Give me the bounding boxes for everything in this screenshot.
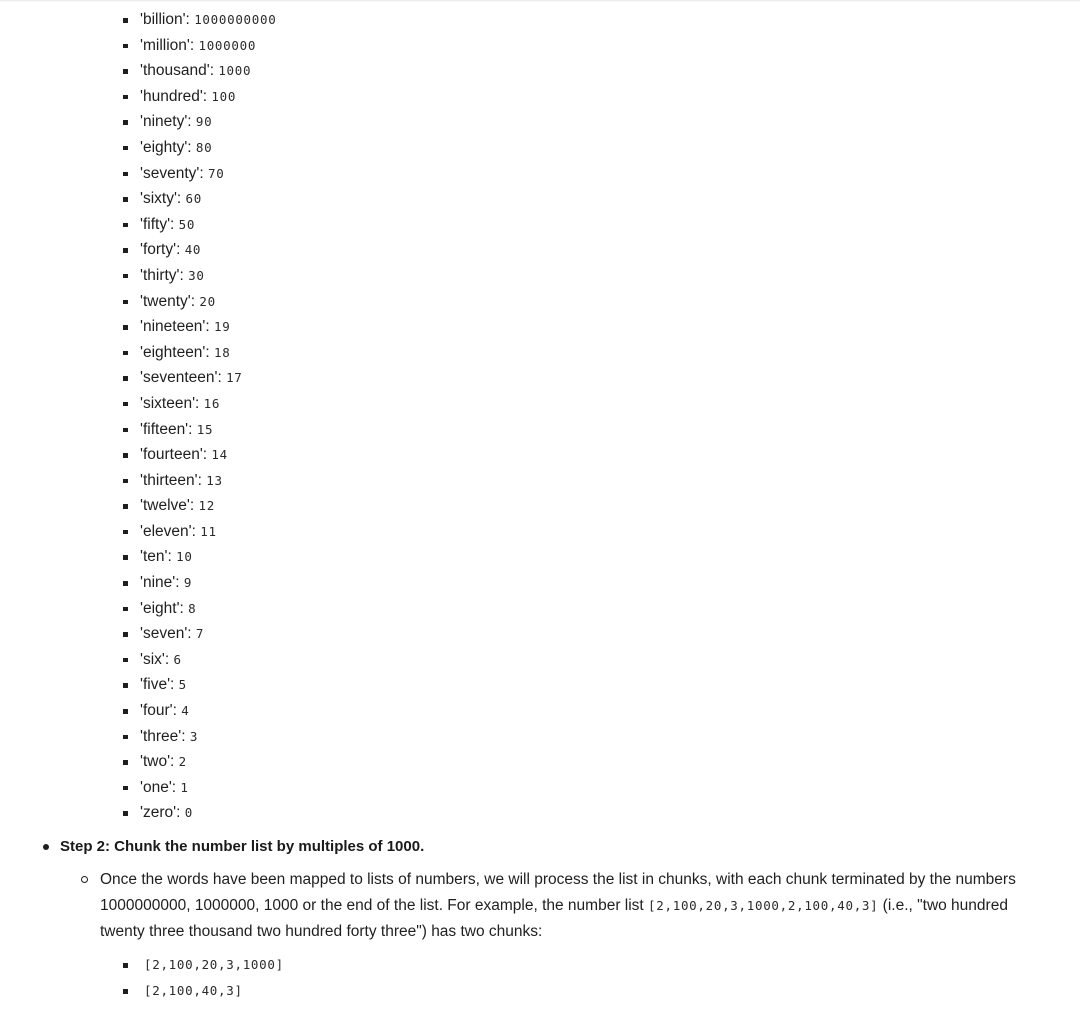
mapping-value: 18 <box>214 344 231 360</box>
mapping-value: 20 <box>199 293 216 309</box>
square-bullet-icon <box>123 146 128 151</box>
mapping-word: 'nineteen': <box>140 318 210 336</box>
mapping-item <box>0 314 1080 340</box>
mapping-word: 'million': <box>140 36 195 54</box>
mapping-value: 1000 <box>218 63 252 79</box>
square-bullet-icon <box>123 607 128 612</box>
square-bullet-icon <box>123 325 128 330</box>
mapping-value: 15 <box>196 421 214 437</box>
square-bullet-icon <box>123 274 128 279</box>
mapping-word: 'sixty': <box>140 190 182 208</box>
mapping-item <box>0 186 1080 212</box>
chunk-value: [2,100,40,3] <box>144 983 243 998</box>
mapping-item <box>0 135 1080 161</box>
mapping-item <box>0 340 1080 366</box>
mapping-value: 40 <box>184 242 202 258</box>
mapping-value: 1 <box>180 779 189 795</box>
chunk-item <box>0 952 1080 978</box>
square-bullet-icon <box>123 811 128 816</box>
mapping-value: 3 <box>189 728 199 744</box>
mapping-value: 100 <box>211 88 237 104</box>
mapping-item <box>0 58 1080 84</box>
mapping-item <box>0 698 1080 724</box>
mapping-item <box>0 365 1080 391</box>
square-bullet-icon <box>123 504 128 509</box>
square-bullet-icon <box>123 172 128 177</box>
mapping-value: 6 <box>173 651 182 667</box>
square-bullet-icon <box>123 632 128 637</box>
mapping-value: 5 <box>178 677 187 693</box>
square-bullet-icon <box>123 709 128 714</box>
word-number-mapping-list <box>0 7 1080 826</box>
mapping-value: 10 <box>176 549 193 565</box>
mapping-word: 'zero': <box>140 804 181 822</box>
mapping-item <box>0 161 1080 187</box>
mapping-item <box>0 442 1080 468</box>
mapping-item <box>0 493 1080 519</box>
square-bullet-icon <box>123 428 128 433</box>
chunk-item <box>0 978 1080 1004</box>
square-bullet-icon <box>123 402 128 407</box>
square-bullet-icon <box>123 453 128 458</box>
mapping-item <box>0 289 1080 315</box>
mapping-word: 'four': <box>140 702 177 720</box>
circle-bullet-icon <box>81 876 88 883</box>
mapping-word: 'seventy': <box>140 164 204 182</box>
mapping-value: 50 <box>178 216 196 232</box>
mapping-item <box>0 84 1080 110</box>
square-bullet-icon <box>123 300 128 305</box>
mapping-word: 'billion': <box>140 11 190 28</box>
mapping-item <box>0 33 1080 59</box>
mapping-word: 'ten': <box>140 548 172 566</box>
square-bullet-icon <box>123 530 128 535</box>
square-bullet-icon <box>123 683 128 688</box>
mapping-word: 'twenty': <box>140 292 196 310</box>
mapping-item <box>0 672 1080 698</box>
mapping-word: 'six': <box>140 650 170 668</box>
mapping-value: 13 <box>206 472 223 488</box>
mapping-word: 'two': <box>140 753 175 771</box>
mapping-item <box>0 749 1080 775</box>
step-2-text-part1: Once the words have been mapped to lists of numbers, we will process the list in chunks, with each chunk terminated by the numbers 1000000000, 1000000, 1000 or the end of the list. For example, the number list <box>100 871 1016 914</box>
mapping-value: 4 <box>181 703 190 719</box>
mapping-word: 'eleven': <box>140 522 196 540</box>
mapping-word: 'seven': <box>140 625 192 643</box>
mapping-word: 'sixteen': <box>140 394 200 412</box>
mapping-item <box>0 237 1080 263</box>
mapping-value: 1000000 <box>198 37 257 53</box>
mapping-item <box>0 109 1080 135</box>
mapping-value: 9 <box>183 575 193 591</box>
mapping-word: 'forty': <box>140 241 181 259</box>
mapping-item <box>0 544 1080 570</box>
square-bullet-icon <box>123 735 128 740</box>
mapping-word: 'five': <box>140 676 175 694</box>
mapping-value: 90 <box>195 114 213 130</box>
square-bullet-icon <box>123 581 128 586</box>
mapping-item <box>0 7 1080 33</box>
mapping-value: 19 <box>214 319 231 335</box>
mapping-value: 12 <box>198 498 215 514</box>
step-2-heading: Step 2: Chunk the number list by multiples of 1000. <box>60 838 425 855</box>
square-bullet-icon <box>123 95 128 100</box>
mapping-item <box>0 775 1080 801</box>
square-bullet-icon <box>123 351 128 356</box>
mapping-item <box>0 621 1080 647</box>
mapping-word: 'nine': <box>140 574 180 592</box>
mapping-word: 'twelve': <box>140 497 195 515</box>
mapping-word: 'eight': <box>140 599 184 617</box>
mapping-value: 0 <box>184 805 193 821</box>
square-bullet-icon <box>123 479 128 484</box>
mapping-item <box>0 212 1080 238</box>
example-number-list: [2,100,20,3,1000,2,100,40,3] <box>648 898 879 913</box>
mapping-word: 'three': <box>140 727 186 745</box>
square-bullet-icon <box>123 760 128 765</box>
mapping-value: 7 <box>195 626 205 642</box>
mapping-item <box>0 391 1080 417</box>
square-bullet-icon <box>123 120 128 125</box>
mapping-word: 'thirty': <box>140 266 184 284</box>
mapping-word: 'eighteen': <box>140 343 210 361</box>
square-bullet-icon <box>123 786 128 791</box>
mapping-word: 'seventeen': <box>140 369 222 387</box>
mapping-value: 80 <box>195 139 213 155</box>
square-bullet-icon <box>123 197 128 202</box>
mapping-word: 'fourteen': <box>140 446 208 464</box>
square-bullet-icon <box>123 248 128 253</box>
mapping-value: 2 <box>178 754 187 770</box>
mapping-word: 'one': <box>140 778 177 796</box>
square-bullet-icon <box>123 555 128 560</box>
mapping-value: 11 <box>200 523 217 539</box>
square-bullet-icon <box>123 44 128 49</box>
mapping-item <box>0 570 1080 596</box>
mapping-word: 'thirteen': <box>140 471 202 489</box>
step-2-section <box>0 834 1080 998</box>
mapping-value: 1000000000 <box>194 12 277 27</box>
mapping-item <box>0 647 1080 673</box>
mapping-value: 17 <box>226 370 243 386</box>
mapping-item <box>0 800 1080 826</box>
square-bullet-icon <box>123 658 128 663</box>
mapping-word: 'thousand': <box>140 62 215 80</box>
mapping-item <box>0 263 1080 289</box>
mapping-value: 16 <box>203 395 221 411</box>
mapping-item <box>0 596 1080 622</box>
square-bullet-icon <box>123 223 128 228</box>
mapping-word: 'eighty': <box>140 138 192 156</box>
mapping-value: 30 <box>188 267 205 283</box>
mapping-word: 'ninety': <box>140 113 192 131</box>
square-bullet-icon <box>123 989 128 994</box>
mapping-value: 60 <box>185 191 202 207</box>
mapping-word: 'fifteen': <box>140 420 193 438</box>
step-2-text-part2: (i.e., "two hundred twenty three thousand two hundred forty three") has two chunks: <box>100 897 1008 940</box>
mapping-item <box>0 417 1080 443</box>
square-bullet-icon <box>123 963 128 968</box>
square-bullet-icon <box>123 69 128 74</box>
step-2-description <box>100 867 1030 945</box>
mapping-item <box>0 468 1080 494</box>
mapping-value: 70 <box>207 165 225 181</box>
mapping-value: 14 <box>211 447 228 463</box>
mapping-item <box>0 724 1080 750</box>
mapping-item <box>0 519 1080 545</box>
mapping-word: 'hundred': <box>140 87 208 105</box>
chunk-value: [2,100,20,3,1000] <box>144 957 284 972</box>
chunk-list <box>0 952 1080 1004</box>
mapping-word: 'fifty': <box>140 215 175 233</box>
step-2-item <box>0 834 1080 860</box>
square-bullet-icon <box>123 376 128 381</box>
disc-bullet-icon <box>43 844 49 850</box>
mapping-value: 8 <box>188 600 197 616</box>
square-bullet-icon <box>123 18 128 23</box>
top-edge-shadow <box>0 0 1080 2</box>
